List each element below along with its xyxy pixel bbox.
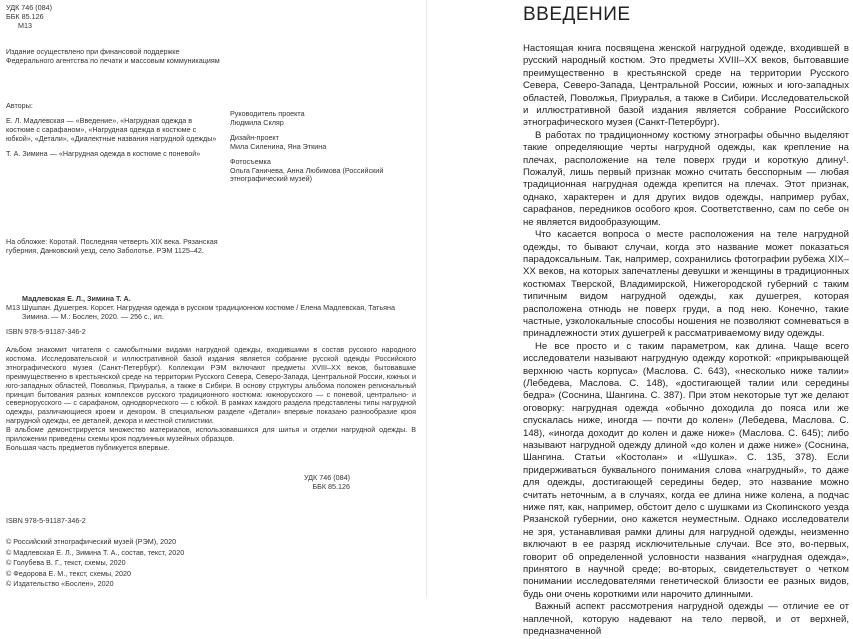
udk-code-footer: УДК 746 (084) xyxy=(303,473,350,482)
photo-names: Ольга Ганичева, Анна Любимова (Российский этнографический музей) xyxy=(230,165,384,184)
design-names: Мила Силенина, Яна Эткина xyxy=(230,141,327,151)
body-paragraph: Настоящая книга посвящена женской нагрудной одежде, входившей в русский народный костюм. Это предметы XVIII–XX веков, бытовавшие преимущественно в крестьянской среде на территории Русского Севера, Северо-Запада, Центральной России, южных и юго-западных областей, Поволжья, Приуралья, а также в Сибири. Исследовательской и иллюстративной базой издания является собрание Российского этнографического музея (Санкт-Петербург). xyxy=(523,43,849,129)
staff-block xyxy=(230,110,420,190)
author-entry-madlevskaya: Е. Л. Мадлевская — «Введение», «Нагрудная одежда в костюме с сарафаном», «Нагрудная одежда в костюме с юбкой», «Детали», «Диалектные названия нагрудной одежды» xyxy=(6,115,217,143)
bbk-code-footer: ББК 85.126 xyxy=(312,481,350,491)
manager-label: Руководитель проекта xyxy=(230,109,305,118)
isbn-footer: ISBN 978-5-91187-346-2 xyxy=(6,516,86,525)
authors-block xyxy=(6,102,221,165)
biblio-author: Мадлевская Е. Л., Зимина Т. А. xyxy=(22,294,131,303)
photo-label: Фотосъемка xyxy=(230,156,271,166)
funding-note: Издание осуществлено при финансовой поддержке Федерального агентства по печати и массовым коммуникациям xyxy=(6,47,220,65)
author-entry-zimina: Т. А. Зимина — «Нагрудная одежда в костюме с поневой» xyxy=(6,148,201,158)
udk-code: УДК 746 (084) xyxy=(6,3,53,12)
udk-header xyxy=(6,4,52,31)
authors-heading: Авторы: xyxy=(6,101,33,110)
biblio-code: М13 xyxy=(6,302,20,312)
abstract-paragraph: В альбоме демонстрируется множество материалов, использовавшихся для шитья и отделки нагрудной одежды. В приложении приведены схемы кроя подлинных музейных образцов. xyxy=(6,425,416,444)
abstract-paragraph: Большая часть предметов публикуется впервые. xyxy=(6,442,170,452)
body-paragraph: Не все просто и с таким параметром, как длина. Чаще всего исследователи называют нагрудную одежду короткой: «прикрывающей верхнюю часть корпуса» (Маслова. С. 643), «несколько ниже талии» (Лебедева, Маслова. С. 148), «достигающей талии или середины бедра» (Соснина, Шангина. С. 387). При этом некоторые тут же делают оговорку: нагрудная одежда «обычно доходила до пояса или же спускалась ниже, иногда — почти до колен» (Лебедева, Маслова. С. 148), «иногда доходит до колен и даже ниже» (Маслова. С. 645); либо называют нагрудной одежду длиной «до колен и даже ниже» (Соснина, Шангина. Статьи «Костолан» и «Шушка». С. 135, 378). Если придерживаться буквального понимания слова «нагрудный», то даже для одежды, достигающей середины бедер, это название можно считать неточным, а в случаях, когда ее длина ниже колена, а подчас ниже пят, как, например, обстоит дело с шушками из Скопинского уезда Рязанской губернии, оно кажется неуместным. Однако исследователи не зря, устанавливая рамки длины для нагрудной одежды, неизменно включают в ее разряд исключительные случаи. Все это, во-первых, говорит об определенной условности названия «нагрудная одежда», принятого в научной среде; во-вторых, свидетельствует о четком понимании исследователями генетической близости ее разных видов, будь они очень короткими или нарочито длинными. xyxy=(523,340,849,600)
copyright-block xyxy=(6,538,184,591)
bibliographic-record xyxy=(6,295,416,337)
design-label: Дизайн-проект xyxy=(230,132,279,142)
right-page xyxy=(426,0,853,638)
abstract xyxy=(6,346,416,453)
copyright-line: © Федорова Е. М., текст, схемы, 2020 xyxy=(6,568,131,578)
biblio-isbn: ISBN 978-5-91187-346-2 xyxy=(6,326,86,336)
body-paragraph: Что касается вопроса о месте расположения на теле нагрудной одежды, то бывают случаи, когда это название может показаться парадоксальным. Так, например, сохранились фотографии рубежа XIX–XX веков, на которых запечатлены девушки и женщины в традиционных костюмах Тверской, Владимирской, Нижегородской губерний с таким типичным видом нагрудной одежды, как душегрея, которая расположена отнюдь не поверх груди, а под нею. Конечно, такие частные, узколокальные способы ношения не позволяют сомневаться в принадлежности этих душегрей к рассматриваемому виду одежды. xyxy=(523,229,849,340)
cover-note: На обложке: Коротай. Последняя четверть XIX века. Рязанская губерния, Данковский уезд, село Заболотье. РЭМ 1125–42. xyxy=(6,237,218,255)
author-mark-code: М13 xyxy=(18,20,32,30)
copyright-line: © Мадлевская Е. Л., Зимина Т. А., состав, текст, 2020 xyxy=(6,547,185,557)
copyright-line: © Издательство «Бослен», 2020 xyxy=(6,579,114,588)
udk-footer xyxy=(304,474,350,492)
manager-name: Людмила Скляр xyxy=(230,117,284,127)
chapter-title: ВВЕДЕНИЕ xyxy=(523,4,631,25)
bbk-code: ББК 85.126 xyxy=(6,11,44,21)
biblio-title: Шушпан. Душегрея. Корсет. Нагрудная одежда в русском традиционном костюме / Елена Мадлевская, Татьяна Зимина. — М.: Бослен, 2020. — 256 с., ил. xyxy=(22,302,395,321)
body-paragraph: В работах по традиционному костюму этнографы обычно выделяют такие определяющие черты нагрудной одежды, как крепление на плечах, расположение на теле поверх груди и короткую длину¹. Пожалуй, лишь первый признак можно считать бесспорным — любая традиционная нагрудная одежда крепится на плечах. Этот признак, однако, характерен и для других видов одежды, например рубах, сарафанов, передников особого кроя. Соответственно, сам по себе он не является видообразующим. xyxy=(523,129,849,228)
copyright-line: © Голубева В. Г., текст, схемы, 2020 xyxy=(6,558,126,567)
chapter-body xyxy=(523,43,849,639)
body-paragraph: Важный аспект рассмотрения нагрудной одежды — отличие ее от наплечной, которую надевают на тело первой, и от верхней, предназначенной xyxy=(523,601,849,638)
abstract-paragraph: Альбом знакомит читателя с самобытными видами нагрудной одежды, входившими в состав русского народного костюма. Исследовательской и иллюстративной базой издания является собрание русской одежды Российского этнографического музея (Санкт-Петербург). Коллекции РЭМ включают предметы XVIII–XX веков, бытовавшие преимущественно в крестьянской среде на территории Русского Севера, Северо-Запада, Центральной России, южных и юго-западных областей, Поволжья, Приуралья, а также в Сибири. В основу структуры альбома положен региональный принцип бытования разных комплексов русского традиционного костюма: южнорусского — с поневой, центрально- и севернорусского — с сарафаном, однодворческого — с юбкой. В рамках каждого раздела представлены типы нагрудной одежды, различающиеся кроем и декором. В специальном разделе «Детали» впервые показано разнообразие кроя нагрудной одежды, ее деталей, декора и местной стилистики. xyxy=(6,345,416,426)
copyright-line: © Российский этнографический музей (РЭМ), 2020 xyxy=(6,537,177,546)
left-page xyxy=(0,0,426,597)
